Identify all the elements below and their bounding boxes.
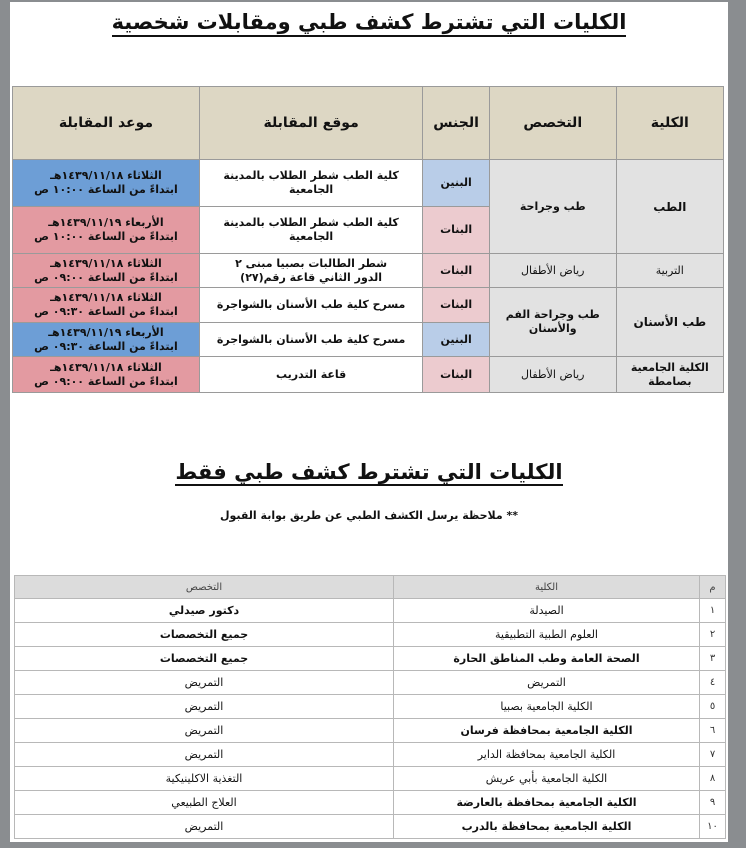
date-cell: الأربعاء ١٤٣٩/١١/١٩هـ ابتداءً من الساعة ٠٩:٣٠ ص (13, 323, 200, 357)
location-cell: قاعة التدريب (199, 357, 422, 393)
specialty-cell: العلاج الطبيعي (15, 791, 394, 815)
table-row (15, 815, 726, 839)
table-row (13, 254, 724, 288)
college-cell: الكلية الجامعية بمحافظة فرسان (394, 719, 700, 743)
gender-cell: البنات (423, 254, 490, 288)
table-row (15, 623, 726, 647)
specialty-cell: التمريض (15, 815, 394, 839)
college-cell: الكلية الجامعية بمحافظة بالعارضة (394, 791, 700, 815)
header-date: موعد المقابلة (13, 87, 200, 160)
date-cell: الأربعاء ١٤٣٩/١١/١٩هـ ابتداءً من الساعة ١٠:٠٠ ص (13, 207, 200, 254)
specialty-cell: رياض الأطفال (489, 254, 616, 288)
specialty-cell: طب وجراحة الفم والأسنان (489, 288, 616, 357)
header-specialty: التخصص (15, 576, 394, 599)
college-cell: الكلية الجامعية بأبي عريش (394, 767, 700, 791)
header-specialty: التخصص (489, 87, 616, 160)
row-number: ٩ (700, 791, 726, 815)
row-number: ٧ (700, 743, 726, 767)
table-row (13, 288, 724, 323)
specialty-cell: التمريض (15, 695, 394, 719)
row-number: ٥ (700, 695, 726, 719)
row-number: ٦ (700, 719, 726, 743)
college-cell: العلوم الطبية التطبيقية (394, 623, 700, 647)
college-cell: الصحة العامة وطب المناطق الحارة (394, 647, 700, 671)
section-title: الكليات التي تشترط كشف طبي فقط (175, 460, 563, 484)
header-college: الكلية (616, 87, 723, 160)
header-num: م (700, 576, 726, 599)
specialty-cell: التغذية الاكلينيكية (15, 767, 394, 791)
table-header-row (15, 576, 726, 599)
specialty-cell: التمريض (15, 719, 394, 743)
college-cell: الكلية الجامعية بمحافظة بالدرب (394, 815, 700, 839)
table-row (13, 357, 724, 393)
location-cell: كلية الطب شطر الطلاب بالمدينة الجامعية (199, 207, 422, 254)
location-cell: كلية الطب شطر الطلاب بالمدينة الجامعية (199, 160, 422, 207)
location-cell: مسرح كلية طب الأسنان بالشواجرة (199, 323, 422, 357)
table-row (15, 743, 726, 767)
specialty-cell: جميع التخصصات (15, 623, 394, 647)
table-row (15, 671, 726, 695)
table-row (15, 647, 726, 671)
gender-cell: البنين (423, 160, 490, 207)
college-cell: الكلية الجامعية بمحافظة الداير (394, 743, 700, 767)
location-cell: مسرح كلية طب الأسنان بالشواجرة (199, 288, 422, 323)
table-row (15, 695, 726, 719)
date-cell: الثلاثاء ١٤٣٩/١١/١٨هـ ابتداءً من الساعة ٠٩:٣٠ ص (13, 288, 200, 323)
page-title: الكليات التي تشترط كشف طبي ومقابلات شخصية (10, 10, 728, 34)
date-cell: الثلاثاء ١٤٣٩/١١/١٨هـ ابتداءً من الساعة ٠٩:٠٠ ص (13, 254, 200, 288)
row-number: ٣ (700, 647, 726, 671)
college-cell: الطب (616, 160, 723, 254)
header-college: الكلية (394, 576, 700, 599)
location-cell: شطر الطالبات بصبيا مبنى ٢ الدور الثاني قاعة رقم(٢٧) (199, 254, 422, 288)
row-number: ٨ (700, 767, 726, 791)
note-text: ** ملاحظة يرسل الكشف الطبي عن طريق بوابة القبول (219, 509, 519, 522)
specialty-cell: التمريض (15, 671, 394, 695)
table-row (15, 719, 726, 743)
gender-cell: البنين (423, 323, 490, 357)
college-cell: الكلية الجامعية بصامطة (616, 357, 723, 393)
college-cell: التمريض (394, 671, 700, 695)
specialty-cell: جميع التخصصات (15, 647, 394, 671)
date-cell: الثلاثاء ١٤٣٩/١١/١٨هـ ابتداءً من الساعة ٠٩:٠٠ ص (13, 357, 200, 393)
table-row (13, 160, 724, 207)
college-cell: الكلية الجامعية بصبيا (394, 695, 700, 719)
table-row (15, 599, 726, 623)
specialty-cell: دكتور صيدلي (15, 599, 394, 623)
header-location: موقع المقابلة (199, 87, 422, 160)
college-cell: الصيدلة (394, 599, 700, 623)
medical-only-table (14, 575, 726, 839)
table-header-row (13, 87, 724, 160)
document-sheet (10, 2, 728, 842)
date-cell: الثلاثاء ١٤٣٩/١١/١٨هـ ابتداءً من الساعة ١٠:٠٠ ص (13, 160, 200, 207)
row-number: ٢ (700, 623, 726, 647)
gender-cell: البنات (423, 357, 490, 393)
gender-cell: البنات (423, 207, 490, 254)
college-cell: طب الأسنان (616, 288, 723, 357)
row-number: ١٠ (700, 815, 726, 839)
table-row (15, 791, 726, 815)
row-number: ١ (700, 599, 726, 623)
interview-table (12, 86, 724, 393)
table-row (15, 767, 726, 791)
specialty-cell: التمريض (15, 743, 394, 767)
specialty-cell: طب وجراحة (489, 160, 616, 254)
specialty-cell: رياض الأطفال (489, 357, 616, 393)
college-cell: التربية (616, 254, 723, 288)
row-number: ٤ (700, 671, 726, 695)
header-gender: الجنس (423, 87, 490, 160)
gender-cell: البنات (423, 288, 490, 323)
